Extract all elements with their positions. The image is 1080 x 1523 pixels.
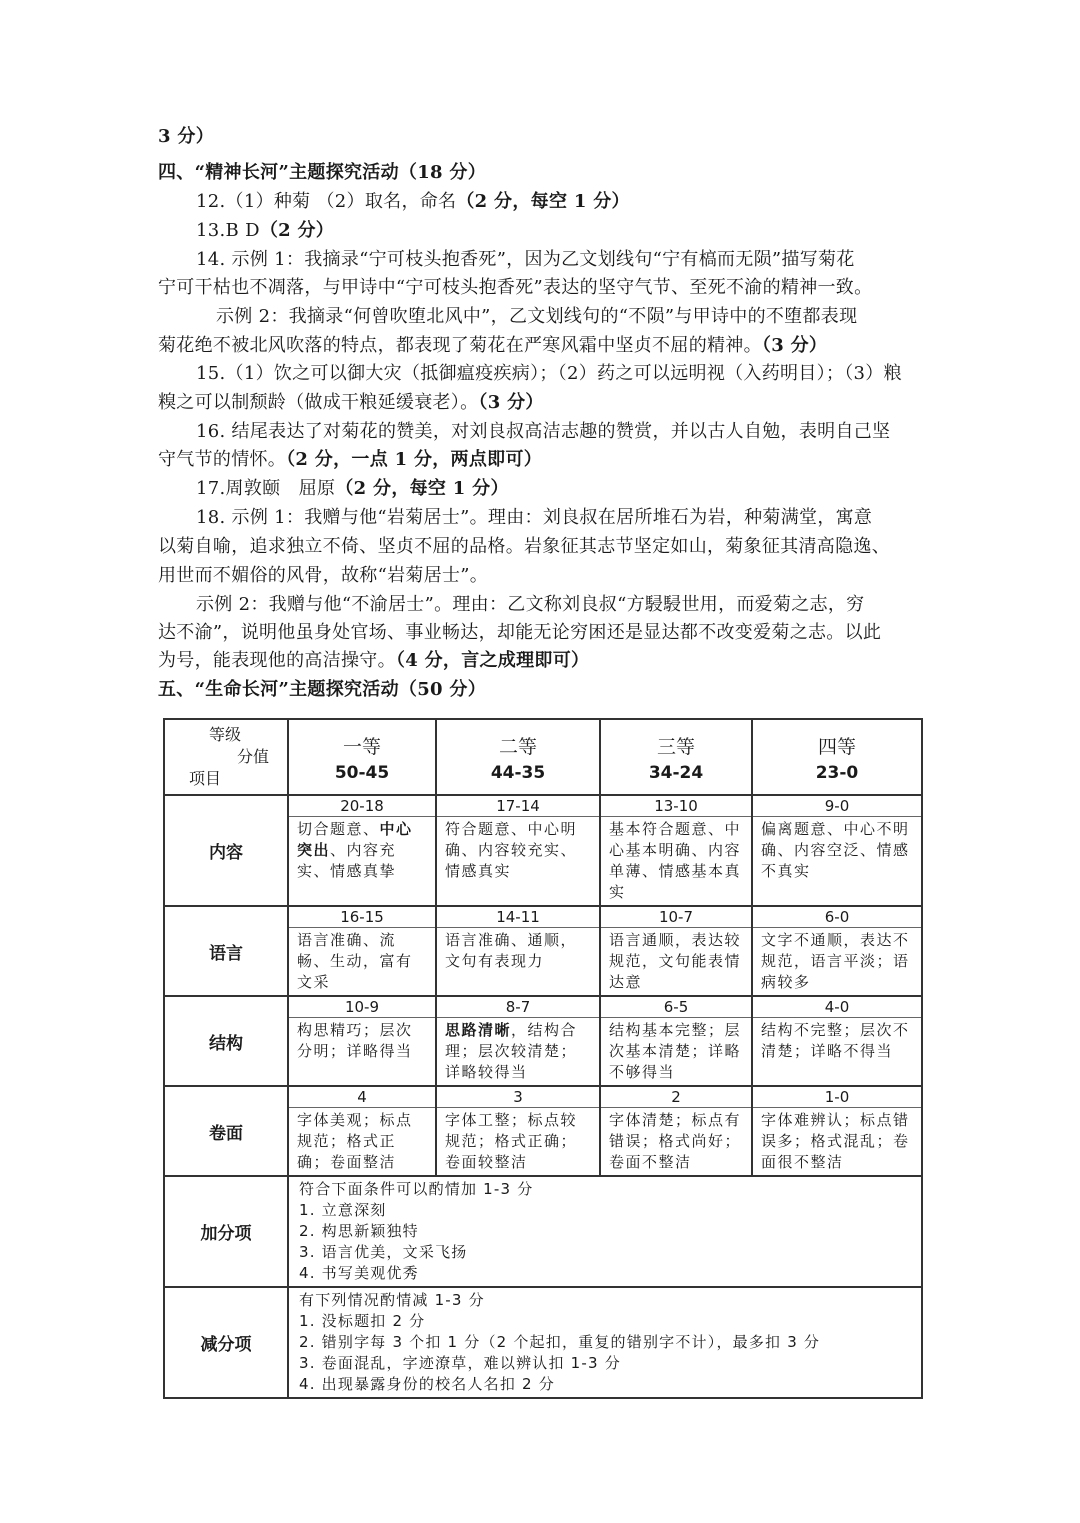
grade-range: 23-0 bbox=[815, 762, 859, 783]
answer-14-score: （3 分） bbox=[761, 335, 828, 356]
answer-18-text-6: 为号，能表现他的高洁操守。 bbox=[158, 650, 396, 671]
list-item: 2. 错别字每 3 个扣 1 分（2 个起扣，重复的错别字不计），最多扣 3 分 bbox=[299, 1333, 821, 1351]
desc-bold-text: 思路清晰 bbox=[445, 1021, 512, 1039]
cell-score: 9-0 bbox=[753, 796, 921, 817]
rubric-cell bbox=[752, 906, 922, 996]
grade-range: 34-24 bbox=[648, 762, 704, 783]
desc-text: 文字不通顺，表达不规范，语言平淡；语病较多 bbox=[761, 931, 910, 991]
answer-12-text: 12.（1）种菊 （2）取名，命名 bbox=[196, 191, 457, 212]
cell-score: 8-7 bbox=[437, 997, 599, 1018]
desc-bold-text: 中心突出 bbox=[297, 820, 413, 859]
grade-name: 四等 bbox=[817, 735, 856, 758]
answer-18-score: （4 分，言之成理即可） bbox=[395, 650, 590, 671]
desc-text: 符合题意、中心明确、内容较充实、情感真实 bbox=[445, 820, 578, 880]
rubric-cell bbox=[288, 906, 436, 996]
desc-text: 字体清楚；标点有错误；格式尚好；卷面不整洁 bbox=[609, 1111, 742, 1171]
answer-16-line-1: 16. 结尾表达了对菊花的赞美，对刘良叔高洁志趣的赞赏，并以古人自勉，表明自己坚 bbox=[196, 421, 891, 442]
bonus-list bbox=[289, 1177, 921, 1286]
cell-score: 3 bbox=[437, 1087, 599, 1108]
rubric-row-neatness bbox=[164, 1086, 922, 1176]
grade-name: 二等 bbox=[498, 735, 537, 758]
penalty-list bbox=[289, 1288, 921, 1397]
cell-score: 13-10 bbox=[601, 796, 751, 817]
grade-name: 三等 bbox=[656, 735, 695, 758]
answer-17-text: 17.周敦颐 屈原 bbox=[196, 478, 336, 499]
answer-13-score: （2 分） bbox=[259, 220, 335, 241]
list-item: 4. 出现暴露身份的校名人名扣 2 分 bbox=[299, 1375, 555, 1393]
desc-text: 字体工整；标点较规范；格式正确；卷面较整洁 bbox=[445, 1111, 578, 1171]
answer-18-line-6 bbox=[158, 646, 924, 676]
penalty-cell bbox=[288, 1287, 922, 1398]
grade-header-1 bbox=[288, 719, 436, 795]
rubric-cell bbox=[288, 1086, 436, 1176]
cell-description bbox=[289, 817, 435, 884]
desc-text: 语言准确、通顺，文句有表现力 bbox=[445, 931, 578, 970]
answer-14-line-4 bbox=[158, 331, 924, 361]
cell-description bbox=[753, 1018, 921, 1064]
desc-text: 语言通顺，表达较规范，文句能表情达意 bbox=[609, 931, 742, 991]
grading-rubric-table bbox=[163, 718, 923, 1399]
grade-header-2 bbox=[436, 719, 600, 795]
cell-score: 4 bbox=[289, 1087, 435, 1108]
rubric-cell bbox=[436, 795, 600, 906]
rubric-cell bbox=[752, 795, 922, 906]
corner-score-label: 分值 bbox=[237, 747, 270, 766]
rubric-cell bbox=[436, 1086, 600, 1176]
cell-description bbox=[601, 1018, 751, 1085]
answer-15-line-1: 15.（1）饮之可以御大灾（抵御瘟疫疾病）；（2）药之可以远明视（入药明目）；（3）粮 bbox=[196, 363, 902, 384]
list-item: 符合下面条件可以酌情加 1-3 分 bbox=[299, 1180, 534, 1198]
rubric-cell bbox=[752, 996, 922, 1086]
cell-description bbox=[437, 1108, 599, 1175]
continued-score: 3 分） bbox=[158, 126, 214, 147]
answer-18-line-2: 以菊自喻，追求独立不倚、坚贞不屈的品格。岩象征其志节坚定如山，菊象征其清高隐逸、 bbox=[158, 536, 890, 557]
corner-item-label: 项目 bbox=[189, 769, 222, 788]
answer-14-line-2: 宁可干枯也不凋落，与甲诗中“宁可枝头抱香死”表达的坚守气节、至死不渝的精神一致。 bbox=[158, 277, 873, 298]
list-item: 3. 语言优美，文采飞扬 bbox=[299, 1243, 468, 1261]
answer-18-line-5: 达不渝”，说明他虽身处官场、事业畅达，却能无论穷困还是显达都不改变爱菊之志。以此 bbox=[158, 622, 882, 643]
cell-score: 2 bbox=[601, 1087, 751, 1108]
answer-18-line-4: 示例 2：我赠与他“不渝居士”。理由：乙文称刘良叔“方駸駸世用，而爱菊之志，穷 bbox=[196, 594, 865, 615]
desc-text: 、内容充实、情感真挚 bbox=[297, 841, 397, 880]
cell-description bbox=[601, 928, 751, 995]
desc-text: 结构不完整；层次不清楚；详略不得当 bbox=[761, 1021, 910, 1060]
list-item: 1. 立意深刻 bbox=[299, 1201, 387, 1219]
cell-score: 4-0 bbox=[753, 997, 921, 1018]
cell-score: 10-9 bbox=[289, 997, 435, 1018]
cell-description bbox=[601, 1108, 751, 1175]
cell-description bbox=[289, 928, 435, 995]
answer-18-line-1: 18. 示例 1：我赠与他“岩菊居士”。理由：刘良叔在居所堆石为岩，种菊满堂，寓意 bbox=[196, 507, 873, 528]
grade-header-4 bbox=[752, 719, 922, 795]
row-label: 结构 bbox=[164, 996, 288, 1086]
answer-15-score: （3 分） bbox=[478, 392, 544, 413]
answer-13-text: 13.B D bbox=[196, 220, 260, 241]
rubric-row-penalty bbox=[164, 1287, 922, 1398]
rubric-cell bbox=[600, 906, 752, 996]
rubric-row-language bbox=[164, 906, 922, 996]
answer-17-score: （2 分，每空 1 分） bbox=[335, 478, 509, 499]
rubric-row-structure bbox=[164, 996, 922, 1086]
desc-text: 偏离题意、中心不明确、内容空泛、情感不真实 bbox=[761, 820, 910, 880]
grade-name: 一等 bbox=[342, 735, 381, 758]
list-item: 4. 书写美观优秀 bbox=[299, 1264, 419, 1282]
cell-description bbox=[289, 1108, 435, 1175]
desc-text: 构思精巧；层次分明；详略得当 bbox=[297, 1021, 413, 1060]
cell-description bbox=[437, 1018, 599, 1085]
answer-16-score: （2 分，一点 1 分，两点即可） bbox=[286, 449, 543, 470]
rubric-cell bbox=[600, 795, 752, 906]
corner-grade-label: 等级 bbox=[209, 725, 242, 744]
section-4-title: 四、“精神长河”主题探究活动（18 分） bbox=[158, 162, 487, 183]
cell-description bbox=[753, 817, 921, 884]
cell-score: 1-0 bbox=[753, 1087, 921, 1108]
cell-description bbox=[601, 817, 751, 905]
row-label: 卷面 bbox=[164, 1086, 288, 1176]
desc-text: 字体美观；标点规范；格式正确；卷面整洁 bbox=[297, 1111, 413, 1171]
answer-15-line-2 bbox=[158, 388, 924, 418]
rubric-cell bbox=[436, 996, 600, 1086]
cell-description bbox=[437, 817, 599, 884]
desc-text: 语言准确、流畅、生动，富有文采 bbox=[297, 931, 413, 991]
cell-score: 6-5 bbox=[601, 997, 751, 1018]
answer-13 bbox=[196, 216, 924, 246]
desc-text: 字体难辨认；标点错误多；格式混乱；卷面很不整洁 bbox=[761, 1111, 910, 1171]
answer-14-line-1: 14. 示例 1：我摘录“宁可枝头抱香死”，因为乙文划线句“宁有槁而无陨”描写菊花 bbox=[196, 249, 855, 270]
rubric-row-content bbox=[164, 795, 922, 906]
grade-range: 44-35 bbox=[490, 762, 546, 783]
answer-18-line-3: 用世而不媚俗的风骨，故称“岩菊居士”。 bbox=[158, 565, 489, 586]
list-item: 1. 没标题扣 2 分 bbox=[299, 1312, 426, 1330]
row-label: 加分项 bbox=[164, 1176, 288, 1287]
cell-score: 17-14 bbox=[437, 796, 599, 817]
bonus-cell bbox=[288, 1176, 922, 1287]
rubric-cell bbox=[436, 906, 600, 996]
rubric-cell bbox=[600, 996, 752, 1086]
grade-header-3 bbox=[600, 719, 752, 795]
rubric-row-bonus bbox=[164, 1176, 922, 1287]
answer-14-line-3: 示例 2：我摘录“何曾吹堕北风中”，乙文划线句的“不陨”与甲诗中的不堕都表现 bbox=[216, 306, 858, 327]
cell-score: 20-18 bbox=[289, 796, 435, 817]
cell-description bbox=[437, 928, 599, 974]
rubric-corner-cell bbox=[164, 719, 288, 795]
rubric-cell bbox=[600, 1086, 752, 1176]
rubric-header-row bbox=[164, 719, 922, 795]
cell-score: 10-7 bbox=[601, 907, 751, 928]
answer-12 bbox=[196, 187, 924, 217]
desc-text: 基本符合题意、中心基本明确、内容单薄、情感基本真实 bbox=[609, 820, 742, 901]
desc-text: 切合题意、 bbox=[297, 820, 380, 838]
list-item: 3. 卷面混乱，字迹潦草，难以辨认扣 1-3 分 bbox=[299, 1354, 621, 1372]
cell-score: 6-0 bbox=[753, 907, 921, 928]
cell-score: 16-15 bbox=[289, 907, 435, 928]
answer-16-line-2 bbox=[158, 445, 924, 475]
cell-score: 14-11 bbox=[437, 907, 599, 928]
answer-12-score: （2 分，每空 1 分） bbox=[456, 191, 630, 212]
desc-text: 结构基本完整；层次基本清楚；详略不够得当 bbox=[609, 1021, 742, 1081]
row-label: 内容 bbox=[164, 795, 288, 906]
answer-16-text-2: 守气节的情怀。 bbox=[158, 449, 287, 470]
answer-14-text-4: 菊花绝不被北风吹落的特点，都表现了菊花在严寒风霜中坚贞不屈的精神。 bbox=[158, 335, 762, 356]
cell-description bbox=[289, 1018, 435, 1064]
cell-description bbox=[753, 1108, 921, 1175]
row-label: 减分项 bbox=[164, 1287, 288, 1398]
section-5-title: 五、“生命长河”主题探究活动（50 分） bbox=[158, 679, 487, 700]
grade-range: 50-45 bbox=[334, 762, 390, 783]
rubric-cell bbox=[288, 795, 436, 906]
rubric-cell bbox=[288, 996, 436, 1086]
list-item: 有下列情况酌情减 1-3 分 bbox=[299, 1291, 485, 1309]
answer-17 bbox=[196, 474, 924, 504]
row-label: 语言 bbox=[164, 906, 288, 996]
list-item: 2. 构思新颖独特 bbox=[299, 1222, 419, 1240]
answer-15-text-2: 糗之可以制颓龄（做成干粮延缓衰老）。 bbox=[158, 392, 479, 413]
cell-description bbox=[753, 928, 921, 995]
rubric-cell bbox=[752, 1086, 922, 1176]
desc-text: ，结构合理；层次较清楚；详略较得当 bbox=[445, 1021, 578, 1081]
